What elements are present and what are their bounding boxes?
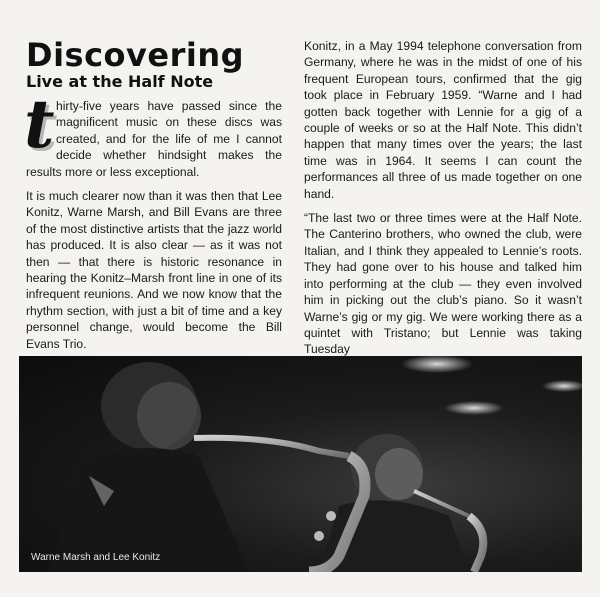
musicians-photo [19,356,582,572]
intro-text: hirty-five years have passed since the magnificent music on these discs was created, and for the life of me I cannot decide whether hindsight makes the results more or less exceptional. [26,99,282,179]
body-paragraph-4: “The last two or three times were at the Half Note. The Canterino brothers, who owned the club, were Italian, and I think they appealed to Lennie’s roots. They had gone over to his house and talked him into performing at the club — they even involved him in picking out the club’s piano. So it wasn’t Warne’s gig or my gig. We were working there as a quintet with Tristano; but Lennie was taking Tuesday [304,211,582,357]
ceiling-light [542,380,582,392]
warne-marsh-figure [49,362,249,572]
page-title: Discovering [26,36,245,74]
left-column [26,38,282,360]
photo-illustration [19,356,582,572]
body-paragraph-3: Konitz, in a May 1994 telephone conversation from Germany, where he was in the midst of one of his frequent European tours, confirmed that the gig took place in February 1959. “Warne and I had gotten back together with Lennie for a gig of a couple of weeks or so at the Half Note. This didn’t happen that many times over the years; the last time was in 1964. It seems I can count the performances all three of us made together on one hand. [304,39,582,201]
ceiling-light [401,356,473,373]
intro-paragraph [24,85,282,180]
right-column [304,38,582,366]
ceiling-light [444,401,504,415]
body-paragraph-2: It is much clearer now than it was then that Lee Konitz, Warne Marsh, and Bill Evans are three of the most distinctive artists that the jazz world has produced. It is also clear — as it was not then — that there is historic resonance in hearing the Konitz–Marsh front line in one of its infrequent reunions. And we now know that the rhythm section, with just a bit of time and a key personnel change, would become the Bill Evans Trio. [26,189,282,351]
photo-caption: Warne Marsh and Lee Konitz [31,552,161,563]
drop-cap: t [24,85,55,163]
page-subtitle: Live at the Half Note [26,72,214,91]
